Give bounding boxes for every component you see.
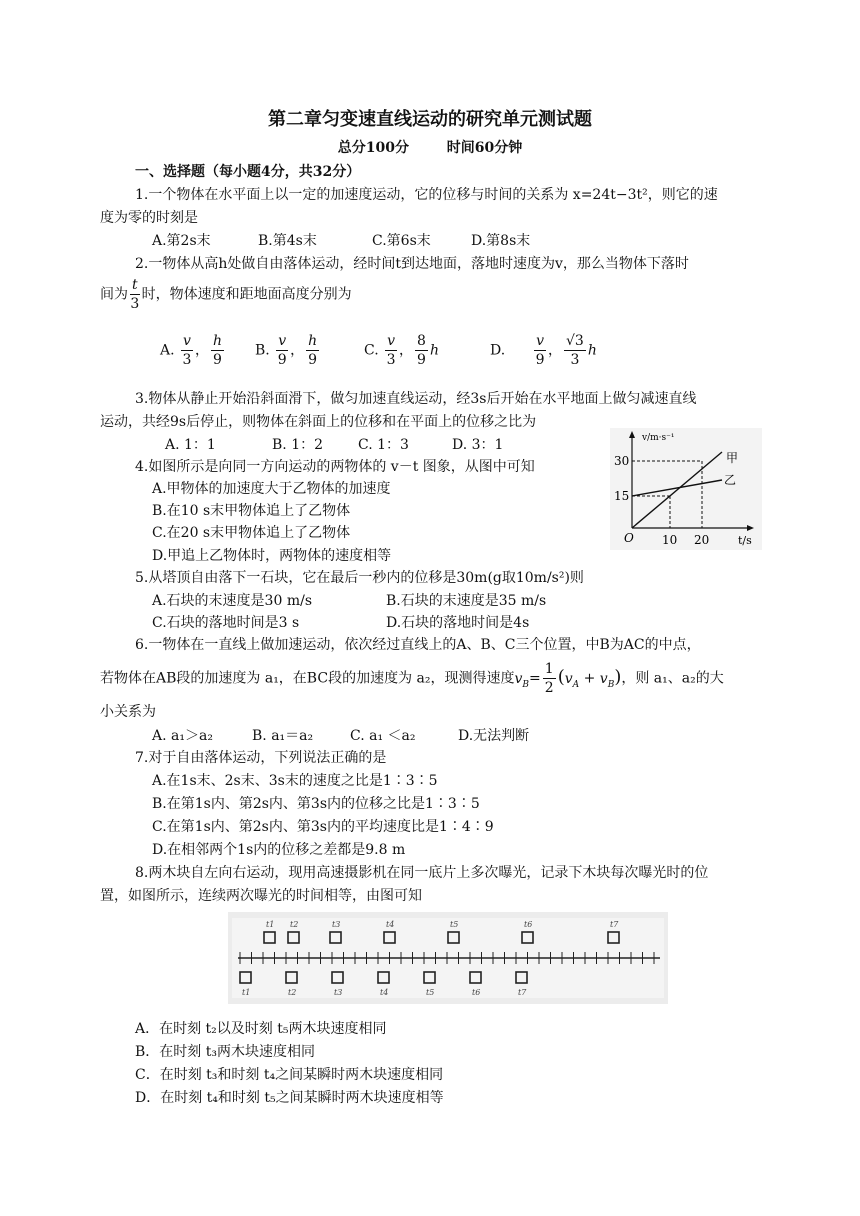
q7-stem: 7.对于自由落体运动，下列说法正确的是 — [135, 750, 387, 766]
svg-text:t5: t5 — [450, 920, 459, 929]
svg-text:t6: t6 — [524, 920, 533, 929]
q4-stem: 4.如图所示是向同一方向运动的两物体的 v－t 图象，从图中可知 — [135, 459, 535, 475]
q6-stem: 6.一物体在一直线上做加速运动，依次经过直线上的A、B、C三个位置，中B为AC的中点， — [135, 637, 701, 653]
q5-option-d: D.石块的落地时间是4s — [386, 615, 530, 631]
q8-option-c: C．在时刻 t₃和时刻 t₄之间某瞬时两木块速度相同 — [135, 1067, 444, 1083]
q3-option-d: D. 3：1 — [452, 437, 504, 453]
q7-option-d: D.在相邻两个1s内的位移之差都是9.8 m — [152, 842, 406, 858]
q4-option-c: C.在20 s末甲物体追上了乙物体 — [152, 525, 351, 541]
graph-xlabel: t/s — [738, 534, 752, 547]
q6-option-a: A. a₁＞a₂ — [152, 728, 213, 744]
q6-option-c: C. a₁ ＜a₂ — [350, 728, 416, 744]
q2-stem-cont — [100, 276, 352, 313]
q5-option-a: A.石块的末速度是30 m/s — [152, 593, 313, 609]
q2-option-d: D. $\frac{v}{9}$ ， $\frac{√3}{3}$ h — [490, 333, 597, 368]
graph-origin: O — [624, 531, 634, 545]
q4-option-d: D.甲追上乙物体时，两物体的速度相等 — [152, 548, 392, 564]
q4-option-b: B.在10 s末甲物体追上了乙物体 — [152, 503, 351, 519]
graph-label-jia: 甲 — [726, 451, 739, 465]
svg-text:t4: t4 — [386, 920, 395, 929]
total-score: 总分100分 — [337, 140, 409, 156]
svg-text:t1: t1 — [242, 988, 251, 997]
q2-option-b: B. $\frac{v}{9}$ ， $\frac{h}{9}$ — [255, 333, 318, 368]
q6-stem-part2: ，则 a₁、a₂的大 — [621, 670, 724, 687]
q2-stem: 2.一物体从高h处做自由落体运动，经时间t到达地面，落地时速度为v，那么当物体下落时 — [135, 256, 689, 272]
q6-option-d: D.无法判断 — [458, 728, 530, 744]
svg-text:t7: t7 — [518, 988, 527, 997]
q7-option-b: B.在第1s内、第2s内、第3s内的位移之比是1∶3∶5 — [152, 796, 480, 812]
q6-option-b: B. a₁＝a₂ — [252, 728, 314, 744]
q7-option-c: C.在第1s内、第2s内、第3s内的平均速度比是1∶4∶9 — [152, 819, 494, 835]
q8-option-a: A．在时刻 t₂以及时刻 t₅两木块速度相同 — [135, 1021, 387, 1037]
q6-stem-part1: 若物体在AB段的加速度为 a₁，在BC段的加速度为 a₂，现测得速度 — [100, 670, 515, 687]
q1-option-c: C.第6s末 — [372, 233, 431, 249]
q5-option-b: B.石块的末速度是35 m/s — [386, 593, 547, 609]
q1-stem: 1.一个物体在水平面上以一定的加速度运动，它的位移与时间的关系为 x=24t−3t²，则它的速 — [135, 187, 718, 203]
svg-text:t3: t3 — [334, 988, 343, 997]
q6-stem-cont: 若物体在AB段的加速度为 a₁，在BC段的加速度为 a₂，现测得速度$v_B=$ $\frac{1}{2}$ $(v_A + v_B)$，则 a₁、a₂的大 — [100, 661, 724, 696]
graph-tick-20: 20 — [694, 533, 710, 547]
svg-text:t6: t6 — [472, 988, 481, 997]
q1-option-a: A.第2s末 — [152, 233, 211, 249]
q3-option-a: A. 1：1 — [165, 437, 216, 453]
graph-ylabel: v/m·s⁻¹ — [642, 433, 675, 443]
q2-option-c: C. $\frac{v}{3}$ ， $\frac{8}{9}$ h — [364, 333, 439, 368]
q8-option-b: B．在时刻 t₃两木块速度相同 — [135, 1044, 315, 1060]
svg-text:t4: t4 — [380, 988, 389, 997]
exposure-figure — [228, 912, 668, 1004]
q8-option-d: D．在时刻 t₄和时刻 t₅之间某瞬时两木块速度相等 — [135, 1090, 444, 1106]
q6-stem-cont2: 小关系为 — [100, 704, 156, 720]
q2-option-a: A. $\frac{v}{3}$ ， $\frac{h}{9}$ — [160, 333, 222, 368]
t-over-3-fraction: $\frac{t}{3}$ — [130, 277, 140, 312]
q1-option-b: B.第4s末 — [258, 233, 317, 249]
q8-stem: 8.两木块自左向右运动，现用高速摄影机在同一底片上多次曝光，记录下木块每次曝光时的位 — [135, 865, 709, 881]
svg-text:t2: t2 — [290, 920, 299, 929]
q3-stem: 3.物体从静止开始沿斜面滑下，做匀加速直线运动，经3s后开始在水平地面上做匀减速直线 — [135, 391, 697, 407]
svg-text:t3: t3 — [332, 920, 341, 929]
q8-stem-cont: 置，如图所示，连续两次曝光的时间相等，由图可知 — [100, 888, 422, 904]
q3-option-c: C. 1：3 — [358, 437, 409, 453]
svg-text:t2: t2 — [288, 988, 297, 997]
graph-label-yi: 乙 — [724, 473, 737, 487]
q3-stem-cont: 运动，共经9s后停止，则物体在斜面上的位移和在平面上的位移之比为 — [100, 414, 537, 430]
q2-stem-part2: 时，物体速度和距地面高度分别为 — [141, 286, 352, 303]
section-heading: 一、选择题（每小题4分，共32分） — [135, 164, 361, 180]
graph-tick-10: 10 — [662, 533, 678, 547]
time-limit: 时间60分钟 — [446, 140, 523, 156]
q1-option-d: D.第8s末 — [471, 233, 531, 249]
svg-text:t1: t1 — [266, 920, 275, 929]
page-subtitle — [0, 137, 860, 157]
vt-graph — [610, 428, 762, 550]
q2-stem-part1: 间为 — [100, 286, 128, 303]
q4-option-a: A.甲物体的加速度大于乙物体的加速度 — [152, 481, 391, 497]
q3-option-b: B. 1：2 — [272, 437, 324, 453]
svg-text:t5: t5 — [426, 988, 435, 997]
graph-tick-30: 30 — [614, 454, 630, 468]
svg-text:t7: t7 — [610, 920, 619, 929]
page-title: 第二章匀变速直线运动的研究单元测试题 — [268, 109, 592, 130]
q1-stem-cont: 度为零的时刻是 — [100, 210, 198, 226]
q5-stem: 5.从塔顶自由落下一石块，它在最后一秒内的位移是30m(g取10m/s²)则 — [135, 570, 584, 586]
q5-option-c: C.石块的落地时间是3 s — [152, 615, 300, 631]
q7-option-a: A.在1s末、2s末、3s末的速度之比是1∶3∶5 — [152, 773, 438, 789]
graph-tick-15: 15 — [614, 489, 630, 503]
